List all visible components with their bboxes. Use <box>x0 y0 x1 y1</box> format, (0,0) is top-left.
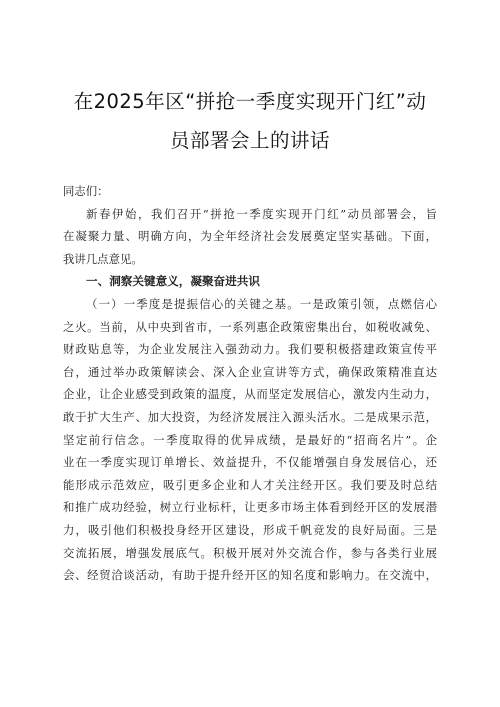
paragraph-line: 台，通过举办政策解读会、深入企业宣讲等方式，确保政策精准直达 <box>63 364 437 379</box>
paragraph-line: 之火。当前，从中央到省市，一系列惠企政策密集出台，如税收减免、 <box>63 319 437 334</box>
paragraph-line: 财政贴息等，为企业发展注入强劲动力。我们要积极搭建政策宣传平 <box>63 342 437 357</box>
intro-line: 我讲几点意见。 <box>63 251 143 266</box>
paragraph-line: 和推广成功经验，树立行业标杆，让更多市场主体看到经开区的发展潜 <box>63 500 437 515</box>
document-title-line-1: 在2025年区“拼抢一季度实现开门红”动 <box>73 90 427 113</box>
document-body <box>63 180 437 587</box>
intro-line: 新春伊始，我们召开“拼抢一季度实现开门红”动员部署会，旨 <box>86 206 437 221</box>
paragraph-line: 企业，让企业感受到政策的温度，从而坚定发展信心，激发内生动力， <box>63 387 437 402</box>
paragraph-line: （一）一季度是提振信心的关键之基。一是政策引领，点燃信心 <box>86 296 437 311</box>
paragraph-line: 敢于扩大生产、加大投资，为经济发展注入源头活水。二是成果示范， <box>63 409 437 424</box>
paragraph-line: 业在一季度实现订单增长、效益提升，不仅能增强自身发展信心，还 <box>63 455 437 470</box>
paragraph-line: 会、经贸洽谈活动，有助于提升经开区的知名度和影响力。在交流中， <box>63 568 437 583</box>
paragraph-line: 坚定前行信念。一季度取得的优异成绩，是最好的“招商名片”。企 <box>63 432 437 447</box>
section-heading: 一、洞察关键意义，凝聚奋进共识 <box>86 274 260 289</box>
intro-line: 在凝聚力量、明确方向，为全年经济社会发展奠定坚实基础。下面， <box>63 229 437 244</box>
document-title-line-2: 员部署会上的讲话 <box>169 129 330 152</box>
salutation: 同志们： <box>63 184 109 198</box>
paragraph-line: 交流拓展，增强发展底气。积极开展对外交流合作，参与各类行业展 <box>63 545 437 560</box>
paragraph-line: 能形成示范效应，吸引更多企业和人才关注经开区。我们要及时总结 <box>63 477 437 492</box>
paragraph-line: 力，吸引他们积极投身经开区建设，形成千帆竞发的良好局面。三是 <box>63 522 437 537</box>
